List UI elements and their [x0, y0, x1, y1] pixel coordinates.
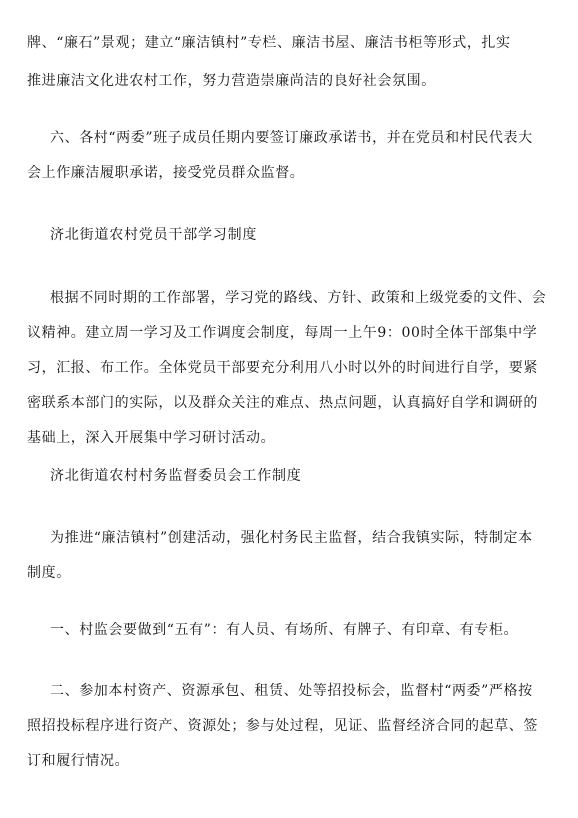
- text-line: 根据不同时期的工作部署，学习党的路线、方针、政策和上级党委的文件、会: [50, 290, 547, 306]
- text-line: 推进廉洁文化进农村工作，努力营造崇廉尚洁的良好社会氛围。: [27, 73, 436, 89]
- section-title-supervision-committee: 济北街道农村村务监督委员会工作制度: [50, 468, 302, 484]
- section-title-study-system: 济北街道农村党员干部学习制度: [50, 227, 258, 243]
- text-line: 为推进“廉洁镇村”创建活动，强化村务民主监督，结合我镇实际，特制定本: [50, 530, 533, 546]
- text-line: 基础上，深入开展集中学习研讨活动。: [27, 430, 276, 446]
- text-line: 照招投标程序进行资产、资源处；参与处过程，见证、监督经济合同的起草、签: [27, 718, 538, 734]
- text-line: 习，汇报、布工作。全体党员干部要充分利用八小时以外的时间进行自学，要紧: [27, 360, 538, 376]
- text-line: 二、参加本村资产、资源承包、租赁、处等招投标会，监督村“两委”严格按: [50, 683, 533, 699]
- text-line: 制度。: [27, 565, 71, 581]
- text-line: 六、各村“两委”班子成员任期内要签订廉政承诺书，并在党员和村民代表大: [50, 130, 533, 146]
- text-line: 订和履行情况。: [27, 753, 130, 769]
- text-line: 议精神。建立周一学习及工作调度会制度，每周一上午9：00时全体干部集中学: [27, 325, 538, 341]
- paragraph-item-one: 一、村监会要做到“五有”：有人员、有场所、有牌子、有印章、有专柜。: [50, 622, 519, 638]
- text-line: 密联系本部门的实际，以及群众关注的难点、热点问题，认真搞好自学和调研的: [27, 395, 538, 411]
- text-line: 会上作廉洁履职承诺，接受党员群众监督。: [27, 165, 305, 181]
- text-line: 牌、“廉石”景观；建立“廉洁镇村”专栏、廉洁书屋、廉洁书柜等形式，扎实: [27, 35, 511, 51]
